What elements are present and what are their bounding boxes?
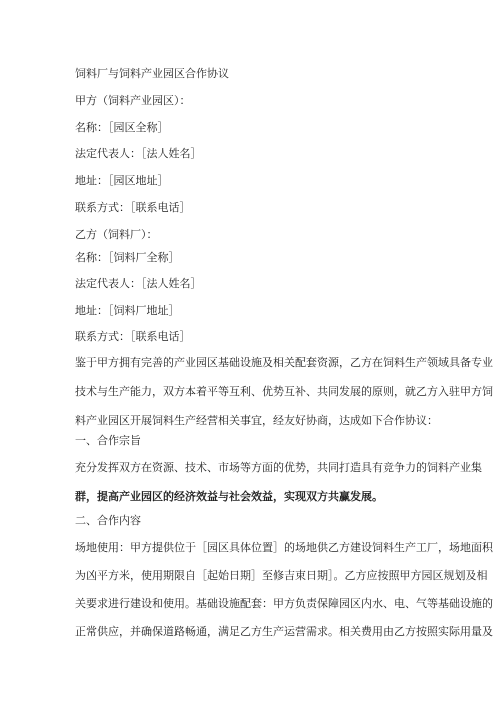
party-b-heading: 乙方（饲料厂）： (75, 228, 158, 241)
preamble-line: 鉴于甲方拥有完善的产业园区基础设施及相关配套资源，乙方在饲料生产领域具备专业 (75, 356, 493, 369)
preamble-line: 料产业园区开展饲料生产经营相关事宜，经友好协商，达成如下合作协议： (75, 414, 438, 427)
section-2-line: 关要求进行建设和使用。基础设施配套：甲方负责保障园区内水、电、气等基础设施的 (75, 597, 493, 610)
section-2-line: 为凶平方米，使用期限自［起始日期］至修吉束日期］。乙方应按照甲方园区规划及相 (75, 569, 488, 582)
preamble-paragraph (75, 356, 493, 443)
party-a-name: 名称：［园区全称］ (75, 121, 169, 134)
section-1-line: 充分发挥双方在资源、技术、市场等方面的优势，共同打造具有竞争力的饲料产业集 (75, 461, 482, 474)
section-1-line: 群，提高产业园区的经济效益与社会效益，实现双方共赢发展。 (75, 490, 383, 503)
party-a-address: 地址：［园区地址］ (75, 174, 169, 187)
preamble-line: 技术与生产能力，双方本着平等互利、优势互补、共同发展的原则，就乙方入驻甲方饲 (75, 385, 493, 398)
section-2-line: 场地使用：甲方提供位于［园区具体位置］的场地供乙方建设饲料生产工厂，场地面积 (75, 541, 493, 554)
party-a-heading: 甲方（饲料产业园区）： (75, 94, 191, 107)
party-b-contact: 联系方式：［联系电话］ (75, 330, 191, 343)
section-2-heading: 二、合作内容 (75, 514, 141, 527)
section-2-body (75, 541, 493, 653)
party-b-address: 地址：［饲料厂地址］ (75, 304, 180, 317)
section-1-heading: 一、合作宗旨 (75, 434, 141, 447)
section-2-line: 正常供应，并确保道路畅通，满足乙方生产运营需求。相关费用由乙方按照实际用量及 (75, 625, 493, 638)
party-a-contact: 联系方式：［联系电话］ (75, 201, 191, 214)
party-b-representative: 法定代表人：［法人姓名］ (75, 277, 202, 290)
party-a-representative: 法定代表人：［法人姓名］ (75, 147, 202, 160)
party-b-name: 名称：［饲料厂全称］ (75, 251, 180, 264)
document-title: 饲料厂与饲料产业园区合作协议 (75, 67, 229, 80)
section-1-body (75, 461, 482, 519)
